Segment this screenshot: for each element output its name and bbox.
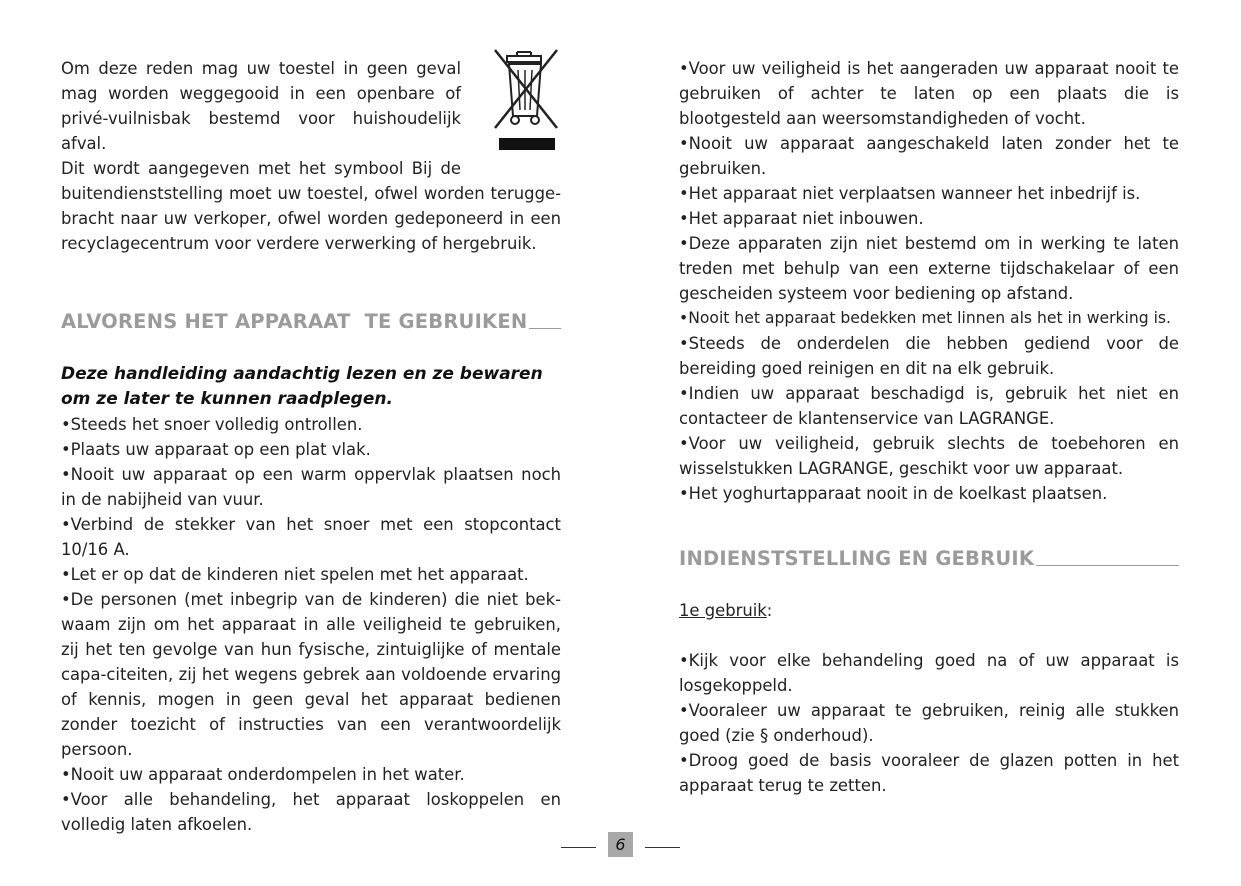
right-bullet-9: • Voor uw veiligheid, gebruik slechts de toebehoren en wisselstukken LAGRANGE, geschikt voor uw apparaat. xyxy=(679,431,1179,481)
section-title-text: INDIENSTSTELLING EN GEBRUIK xyxy=(679,547,1035,570)
right-bullet-4: • Het apparaat niet inbouwen. xyxy=(679,206,1179,231)
section-title-rule xyxy=(1036,565,1179,566)
right-bullet-5: • Deze apparaten zijn niet bestemd om in werking te laten treden met behulp van een externe tijdschakelaar of een gescheiden systeem voor bediening op afstand. xyxy=(679,231,1179,306)
left-bullet-6: • De personen (met inbegrip van de kinderen) die niet bek-waam zijn om het apparaat in alle veiligheid te gebruiken, zij het ten gevolge van hun fysische, zintuiglijke of mentale capa-citeiten, zij het wegens gebrek aan voldoende ervaring of kennis, mogen in geen geval het apparaat bedienen zonder toezicht of instructies van een verantwoordelijk persoon. xyxy=(61,587,561,762)
footer-rule-left xyxy=(561,847,596,848)
first-use-heading xyxy=(679,598,1179,623)
intro-line-4: afval. xyxy=(61,134,107,153)
right-column xyxy=(679,56,1179,798)
right-bullet-1: • Voor uw veiligheid is het aangeraden uw apparaat nooit te gebruiken of achter te laten op een plaats die is blootgesteld aan weersomstandigheden of vocht. xyxy=(679,56,1179,131)
left-column xyxy=(61,56,561,837)
left-bullet-2: • Plaats uw apparaat op een plat vlak. xyxy=(61,437,561,462)
page-footer xyxy=(561,832,680,857)
footer-rule-right xyxy=(645,847,680,848)
right2-bullet-3: • Droog goed de basis vooraleer de glazen potten in het apparaat terug te zetten. xyxy=(679,748,1179,798)
right-bullet-8: • Indien uw apparaat beschadigd is, gebruik het niet en contacteer de klantenservice van LAGRANGE. xyxy=(679,381,1179,431)
intro-text xyxy=(61,56,461,181)
intro-line-2: mag worden weggegooid in een openbare of xyxy=(61,84,461,103)
intro-line-5: Dit wordt aangegeven met het symbool Bij de xyxy=(61,159,461,178)
disposal-intro xyxy=(61,56,561,181)
left-bullet-3: • Nooit uw apparaat op een warm oppervlak plaatsen noch in de nabijheid van vuur. xyxy=(61,462,561,512)
right-bullet-10: • Het yoghurtapparaat nooit in de koelkast plaatsen. xyxy=(679,481,1179,506)
lead-instruction: Deze handleiding aandachtig lezen en ze bewaren om ze later te kunnen raadplegen. xyxy=(61,364,543,409)
intro-line-3: privé-vuilnisbak bestemd voor huishoudelijk xyxy=(61,109,461,128)
section-title-setup-use xyxy=(679,544,1179,570)
section-title-rule xyxy=(529,328,561,329)
right-bullet-2: • Nooit uw apparaat aangeschakeld laten zonder het te gebruiken. xyxy=(679,131,1179,181)
left-bullet-5: • Let er op dat de kinderen niet spelen met het apparaat. xyxy=(61,562,561,587)
left-bullet-4: • Verbind de stekker van het snoer met een stopcontact 10/16 A. xyxy=(61,512,561,562)
first-use-colon: : xyxy=(766,601,773,620)
left-bullet-1: • Steeds het snoer volledig ontrollen. xyxy=(61,412,561,437)
right-bullet-3: • Het apparaat niet verplaatsen wanneer het inbedrijf is. xyxy=(679,181,1179,206)
right2-bullet-2: • Vooraleer uw apparaat te gebruiken, reinig alle stukken goed (zie § onderhoud). xyxy=(679,698,1179,748)
left-bullet-8: • Voor alle behandeling, het apparaat loskoppelen en volledig laten afkoelen. xyxy=(61,787,561,837)
crossed-out-wheelie-bin-icon xyxy=(487,46,563,150)
section-title-before-use xyxy=(61,307,561,333)
page-number: 6 xyxy=(608,832,633,857)
right2-bullet-1: • Kijk voor elke behandeling goed na of uw apparaat is losgekoppeld. xyxy=(679,648,1179,698)
first-use-label: 1e gebruik xyxy=(679,601,767,620)
intro-line-1: Om deze reden mag uw toestel in geen geval xyxy=(61,59,461,78)
intro-continuation: buitendienststelling moet uw toestel, ofwel worden terugge-bracht naar uw verkoper, ofwel worden gedeponeerd in een recyclagecentrum voor verdere verwerking of hergebruik. xyxy=(61,184,561,253)
section-title-text: ALVORENS HET APPARAAT TE GEBRUIKEN xyxy=(61,310,528,333)
right-bullet-7: • Steeds de onderdelen die hebben gediend voor de bereiding goed reinigen en dit na elk gebruik. xyxy=(679,331,1179,381)
right-bullet-6: • Nooit het apparaat bedekken met linnen als het in werking is. xyxy=(679,306,1179,331)
left-bullet-7: • Nooit uw apparaat onderdompelen in het water. xyxy=(61,762,561,787)
